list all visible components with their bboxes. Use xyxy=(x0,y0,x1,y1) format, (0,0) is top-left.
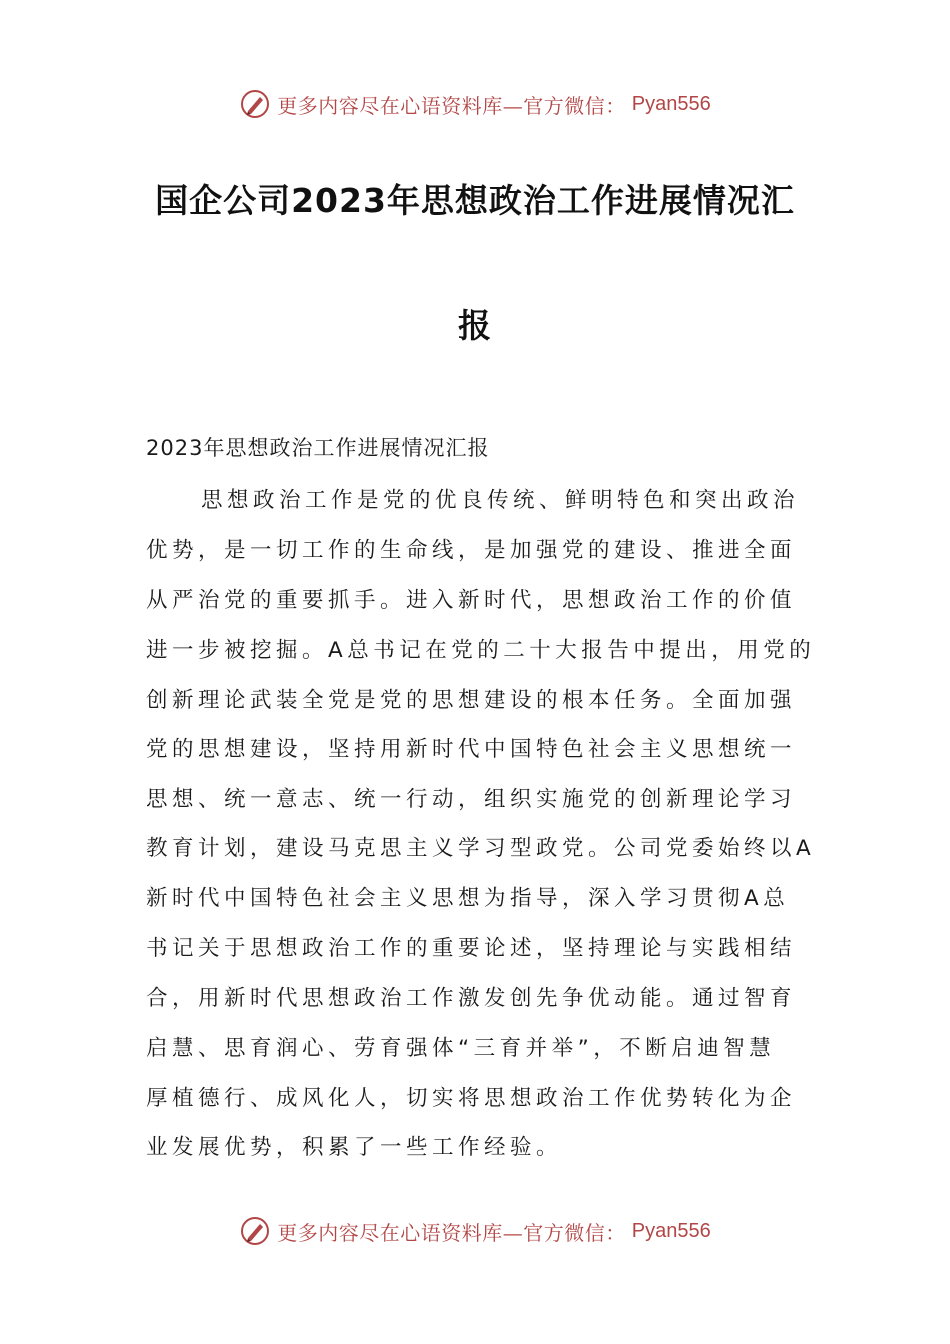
header-banner xyxy=(0,84,950,124)
paragraph-line: 思想、统一意志、统一行动，组织实施党的创新理论学习 xyxy=(146,787,797,812)
footer-banner-text: 更多内容尽在心语资料库—官方微信： xyxy=(277,1220,626,1245)
header-banner-text: 更多内容尽在心语资料库—官方微信： xyxy=(277,93,626,118)
document-subtitle: 2023年思想政治工作进展情况汇报 xyxy=(146,436,490,460)
paragraph-line: 优势，是一切工作的生命线，是加强党的建设、推进全面 xyxy=(146,538,797,563)
document-title-line2: 报 xyxy=(458,306,492,345)
paragraph-line: 创新理论武装全党是党的思想建设的根本任务。全面加强 xyxy=(146,688,797,713)
paragraph-line: 思想政治工作是党的优良传统、鲜明特色和突出政治 xyxy=(201,488,800,513)
paragraph-line: 合，用新时代思想政治工作激发创先争优动能。通过智育 xyxy=(146,986,797,1011)
paragraph-line: 业发展优势，积累了一些工作经验。 xyxy=(146,1135,563,1160)
paragraph-line: 启慧、思育润心、劳育强体“三育并举”，不断启迪智慧 xyxy=(146,1036,776,1061)
paragraph-line: 从严治党的重要抓手。进入新时代，思想政治工作的价值 xyxy=(146,588,797,613)
paragraph-line: 书记关于思想政治工作的重要论述，坚持理论与实践相结 xyxy=(146,936,797,961)
footer-banner xyxy=(0,1211,950,1251)
pen-logo-icon xyxy=(239,88,271,120)
document-title-line1: 国企公司2023年思想政治工作进展情况汇 xyxy=(155,181,795,220)
paragraph-line: 进一步被挖掘。A总书记在党的二十大报告中提出，用党的 xyxy=(146,638,816,663)
footer-banner-handle: Pyan556 xyxy=(631,1219,711,1242)
paragraph-line: 新时代中国特色社会主义思想为指导，深入学习贯彻A总 xyxy=(146,886,790,911)
paragraph-line: 厚植德行、成风化人，切实将思想政治工作优势转化为企 xyxy=(146,1086,797,1111)
paragraph-line: 党的思想建设，坚持用新时代中国特色社会主义思想统一 xyxy=(146,737,797,762)
pen-logo-icon xyxy=(239,1215,271,1247)
header-banner-handle: Pyan556 xyxy=(631,92,711,115)
paragraph-line: 教育计划，建设马克思主义学习型政党。公司党委始终以A xyxy=(146,836,816,861)
